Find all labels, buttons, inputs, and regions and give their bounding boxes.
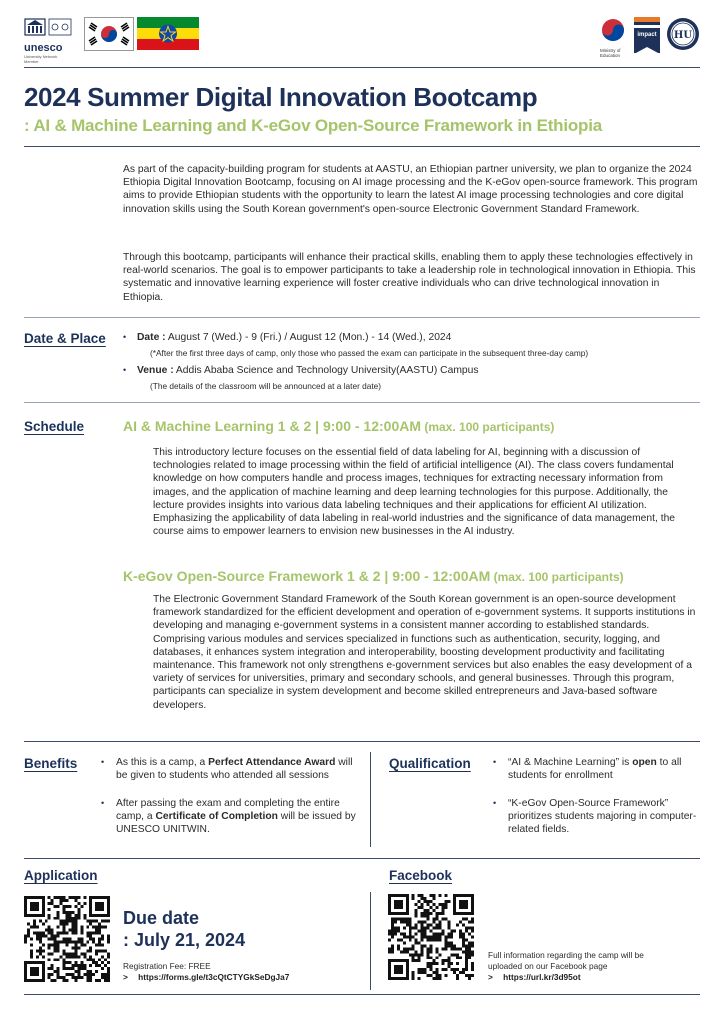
intro-paragraph-2: Through this bootcamp, participants will enhance their practical skills, enabling them to apply these technologies effectively in real-world scenarios. The goal is to empower participants to take a leadership role in technological innovation in Ethiopia. This systematic and innovative learning experience will foster creative individuals who can drive technological innovation in Ethiopia. — [123, 252, 696, 303]
page-subtitle: : AI & Machine Learning and K-eGov Open-Source Framework in Ethiopia — [24, 116, 603, 135]
venue-value: Addis Ababa Science and Technology University(AASTU) Campus — [173, 365, 479, 376]
facebook-qr-code[interactable] — [388, 894, 474, 980]
benefits-label: Benefits — [24, 756, 78, 771]
facebook-link[interactable]: https://url.kr/3d95ot — [503, 972, 581, 982]
intro-divider — [24, 317, 700, 318]
registration-fee: Registration Fee: FREE — [123, 961, 211, 971]
application-link[interactable]: https://forms.gle/t3cQtCTYGkSeDgJa7 — [138, 972, 290, 982]
facebook-info: Full information regarding the camp will be uploaded on our Facebook page — [488, 950, 644, 971]
date-key: Date : — [137, 332, 166, 343]
course1-title — [123, 418, 554, 434]
course2-capacity: (max. 100 participants) — [490, 570, 624, 584]
korea-flag — [84, 17, 134, 51]
schedule-label: Schedule — [24, 419, 85, 434]
benefits-divider — [24, 858, 700, 859]
qualification-item-1: • “AI & Machine Learning” is open to all students for enrollment — [493, 757, 682, 782]
application-qr-code[interactable] — [24, 896, 110, 982]
bullet-icon: • — [101, 757, 105, 767]
bullet-icon: • — [493, 757, 497, 767]
link-arrow-icon: > — [123, 972, 128, 982]
date-value: August 7 (Wed.) - 9 (Fri.) / August 12 (Mon.) - 14 (Wed.), 2024 — [165, 332, 452, 343]
due-date-title: Due date — [123, 908, 200, 928]
course2-description: The Electronic Government Standard Framework of the South Korean government is an open-source development framework standardized for the efficient development and operation of e-government systems. It supports institutions in developing and managing e-government systems in a consistent manner according to established standards. Comprising various modules and services specialized in functions such as authentication, security, logging, and databases, it enhances system integration and interoperability, boosting development productivity and facilitating maintenance. This framework not only strengthens e-government services but also enables the easy development of a variety of services for universities, primary and secondary schools, and general businesses. Through this program, participants can specialize in system development and become skilled entrepreneurs and Java-based software developers. — [153, 594, 696, 711]
bullet-icon: • — [493, 798, 497, 808]
benefit-item-2: • After passing the exam and completing the entire camp, a Certificate of Completion will be issued by UNESCO UNITWIN. — [101, 798, 356, 836]
title-divider — [24, 146, 700, 147]
intro-paragraph-1: As part of the capacity-building program for students at AASTU, an Ethiopian partner university, we plan to organize the 2024 Ethiopia Digital Innovation Bootcamp, focusing on AI image processing and the K-eGov open-source framework. This program aims to provide Ethiopian students with the opportunity to learn the latest AI image processing technologies and core digital innovation skills using the South Korean government's open-source Electronic Government Standard Framework. — [123, 164, 698, 215]
bullet-icon: • — [123, 365, 127, 375]
unesco-temple-icon — [24, 18, 74, 38]
course2-title-text: K-eGov Open-Source Framework 1 & 2 | 9:00 - 12:00AM — [123, 568, 491, 584]
ethiopia-flag — [137, 17, 199, 50]
course1-capacity: (max. 100 participants) — [421, 420, 555, 434]
ministry-text: Ministry of Education — [600, 48, 621, 58]
benefit-item-1: • As this is a camp, a Perfect Attendance Award will be given to students who attended all sessions — [101, 757, 353, 782]
date-place-label: Date & Place — [24, 331, 106, 346]
certificate-name: Certificate of Completion — [155, 811, 278, 823]
qualification-label: Qualification — [389, 756, 471, 771]
course1-description: This introductory lecture focuses on the essential field of data labeling for AI, beginning with a discussion of technologies related to image processing within the field of artificial intelligence (AI). The class covers fundamental knowledge on how computers handle and process images, techniques for extracting necessary information from images, and the application of machine learning and deep learning technologies for this purpose. Additionally, the lecture provides insights into various data labeling techniques and their applications for efficient AI utilization. Emphasizing the applicability of data labeling in real-world industries and the significance of data management, the course aims to empower learners to envision new businesses in the AI industry. — [153, 447, 676, 538]
application-link-row — [123, 972, 289, 982]
facebook-link-row — [488, 972, 581, 982]
date-note: (*After the first three days of camp, only those who passed the exam can participate in the subsequent three-day camp) — [150, 348, 589, 358]
date-item — [123, 331, 707, 344]
course2-title — [123, 568, 624, 584]
link-arrow-icon: > — [488, 972, 493, 982]
header-divider — [24, 67, 700, 68]
impact-text: impact — [637, 32, 657, 38]
bullet-icon: • — [101, 798, 105, 808]
unesco-logo — [24, 18, 76, 64]
venue-key: Venue : — [137, 365, 174, 376]
unesco-subtext: University Network Member — [24, 54, 58, 64]
svg-text:HU: HU — [673, 30, 693, 41]
course1-title-text: AI & Machine Learning 1 & 2 | 9:00 - 12:00AM — [123, 418, 421, 434]
page-title: 2024 Summer Digital Innovation Bootcamp — [24, 82, 538, 112]
schedule-divider — [24, 741, 700, 742]
facebook-label: Facebook — [389, 868, 453, 883]
date-divider — [24, 402, 700, 403]
ministry-of-education-logo — [600, 17, 630, 57]
bullet-icon: • — [123, 332, 127, 342]
unesco-text: unesco — [24, 42, 63, 54]
application-label: Application — [24, 868, 98, 883]
venue-item — [123, 364, 707, 377]
impact-logo — [634, 17, 660, 53]
venue-note: (The details of the classroom will be announced at a later date) — [150, 381, 382, 391]
university-seal-logo — [666, 17, 700, 51]
benefits-qualification-separator — [370, 752, 371, 847]
qualification-item-2: • “K-eGov Open-Source Framework” prioritizes students majoring in computer-related fields. — [493, 798, 697, 836]
application-facebook-separator — [370, 892, 371, 990]
due-date-value: : July 21, 2024 — [123, 930, 246, 950]
ministry-emblem-icon — [600, 17, 626, 43]
footer-divider — [24, 994, 700, 995]
award-name: Perfect Attendance Award — [208, 757, 336, 768]
